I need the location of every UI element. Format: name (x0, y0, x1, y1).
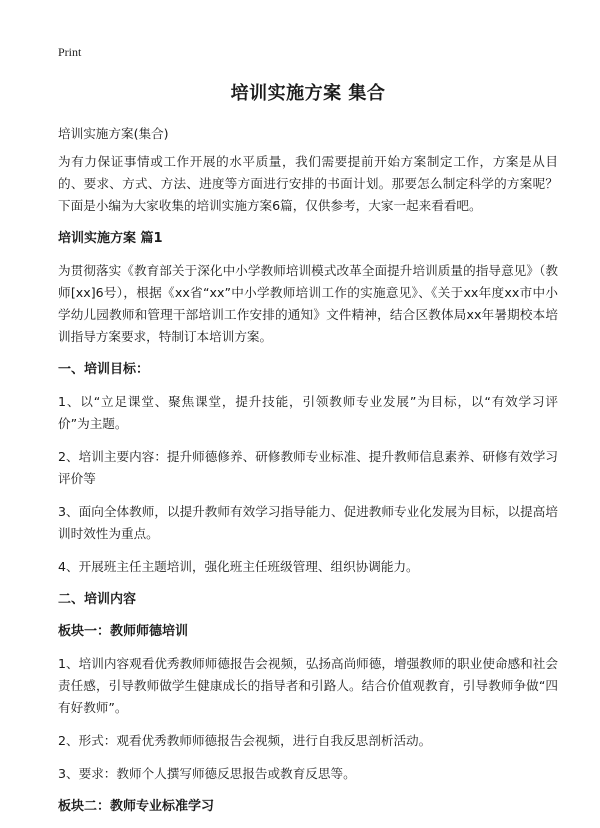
block-item: 3、要求：教师个人撰写师德反思报告或教育反思等。 (58, 766, 356, 781)
block-item: 1、培训内容观看优秀教师师德报告会视频，弘扬高尚师德，增强教师的职业使命感和社会责任感，引导教师做学生健康成长的指导者和引路人。结合价值观教育，引导教师争做“四有好教师”。 (58, 656, 558, 715)
goal-item: 1、以“立足课堂、聚焦课堂，提升技能，引领教师专业发展”为目标，以“有效学习评价”为主题。 (58, 394, 558, 431)
section-heading: 培训实施方案 篇1 (58, 231, 163, 246)
print-label[interactable]: Print (58, 45, 82, 59)
goals-heading: 一、培训目标： (58, 362, 150, 377)
goal-item: 3、面向全体教师，以提升教师有效学习指导能力、促进教师专业化发展为目标，以提高培训时效性为重点。 (58, 504, 558, 541)
block-heading: 板块二：教师专业标准学习 (58, 799, 215, 814)
document-title: 培训实施方案 集合 (230, 83, 386, 104)
goal-item: 4、开展班主任主题培训，强化班主任班级管理、组织协调能力。 (58, 559, 419, 574)
intro-paragraph: 为有力保证事情或工作开展的水平质量，我们需要提前开始方案制定工作，方案是从目的、要求、方式、方法、进度等方面进行安排的书面计划。那要怎么制定科学的方案呢？下面是小编为大家收集的培训实施方案6篇，仅供参考，大家一起来看看吧。 (58, 154, 558, 213)
section-intro-paragraph: 为贯彻落实《教育部关于深化中小学教师培训模式改革全面提升培训质量的指导意见》（教师[xx]6号），根据《xx省“xx”中小学教师培训工作的实施意见》、《关于xx年度xx市中小学幼儿园教师和管理干部培训工作安排的通知》文件精神，结合区教体局xx年暑期校本培训指导方案要求，特制订本培训方案。 (58, 263, 558, 344)
document-subtitle: 培训实施方案(集合) (58, 126, 169, 141)
content-heading: 二、培训内容 (58, 592, 137, 607)
block-item: 2、形式：观看优秀教师师德报告会视频，进行自我反思剖析活动。 (58, 733, 432, 748)
block-heading: 板块一：教师师德培训 (58, 624, 189, 639)
goal-item: 2、培训主要内容：提升师德修养、研修教师专业标准、提升教师信息素养、研修有效学习评价等 (58, 449, 558, 486)
